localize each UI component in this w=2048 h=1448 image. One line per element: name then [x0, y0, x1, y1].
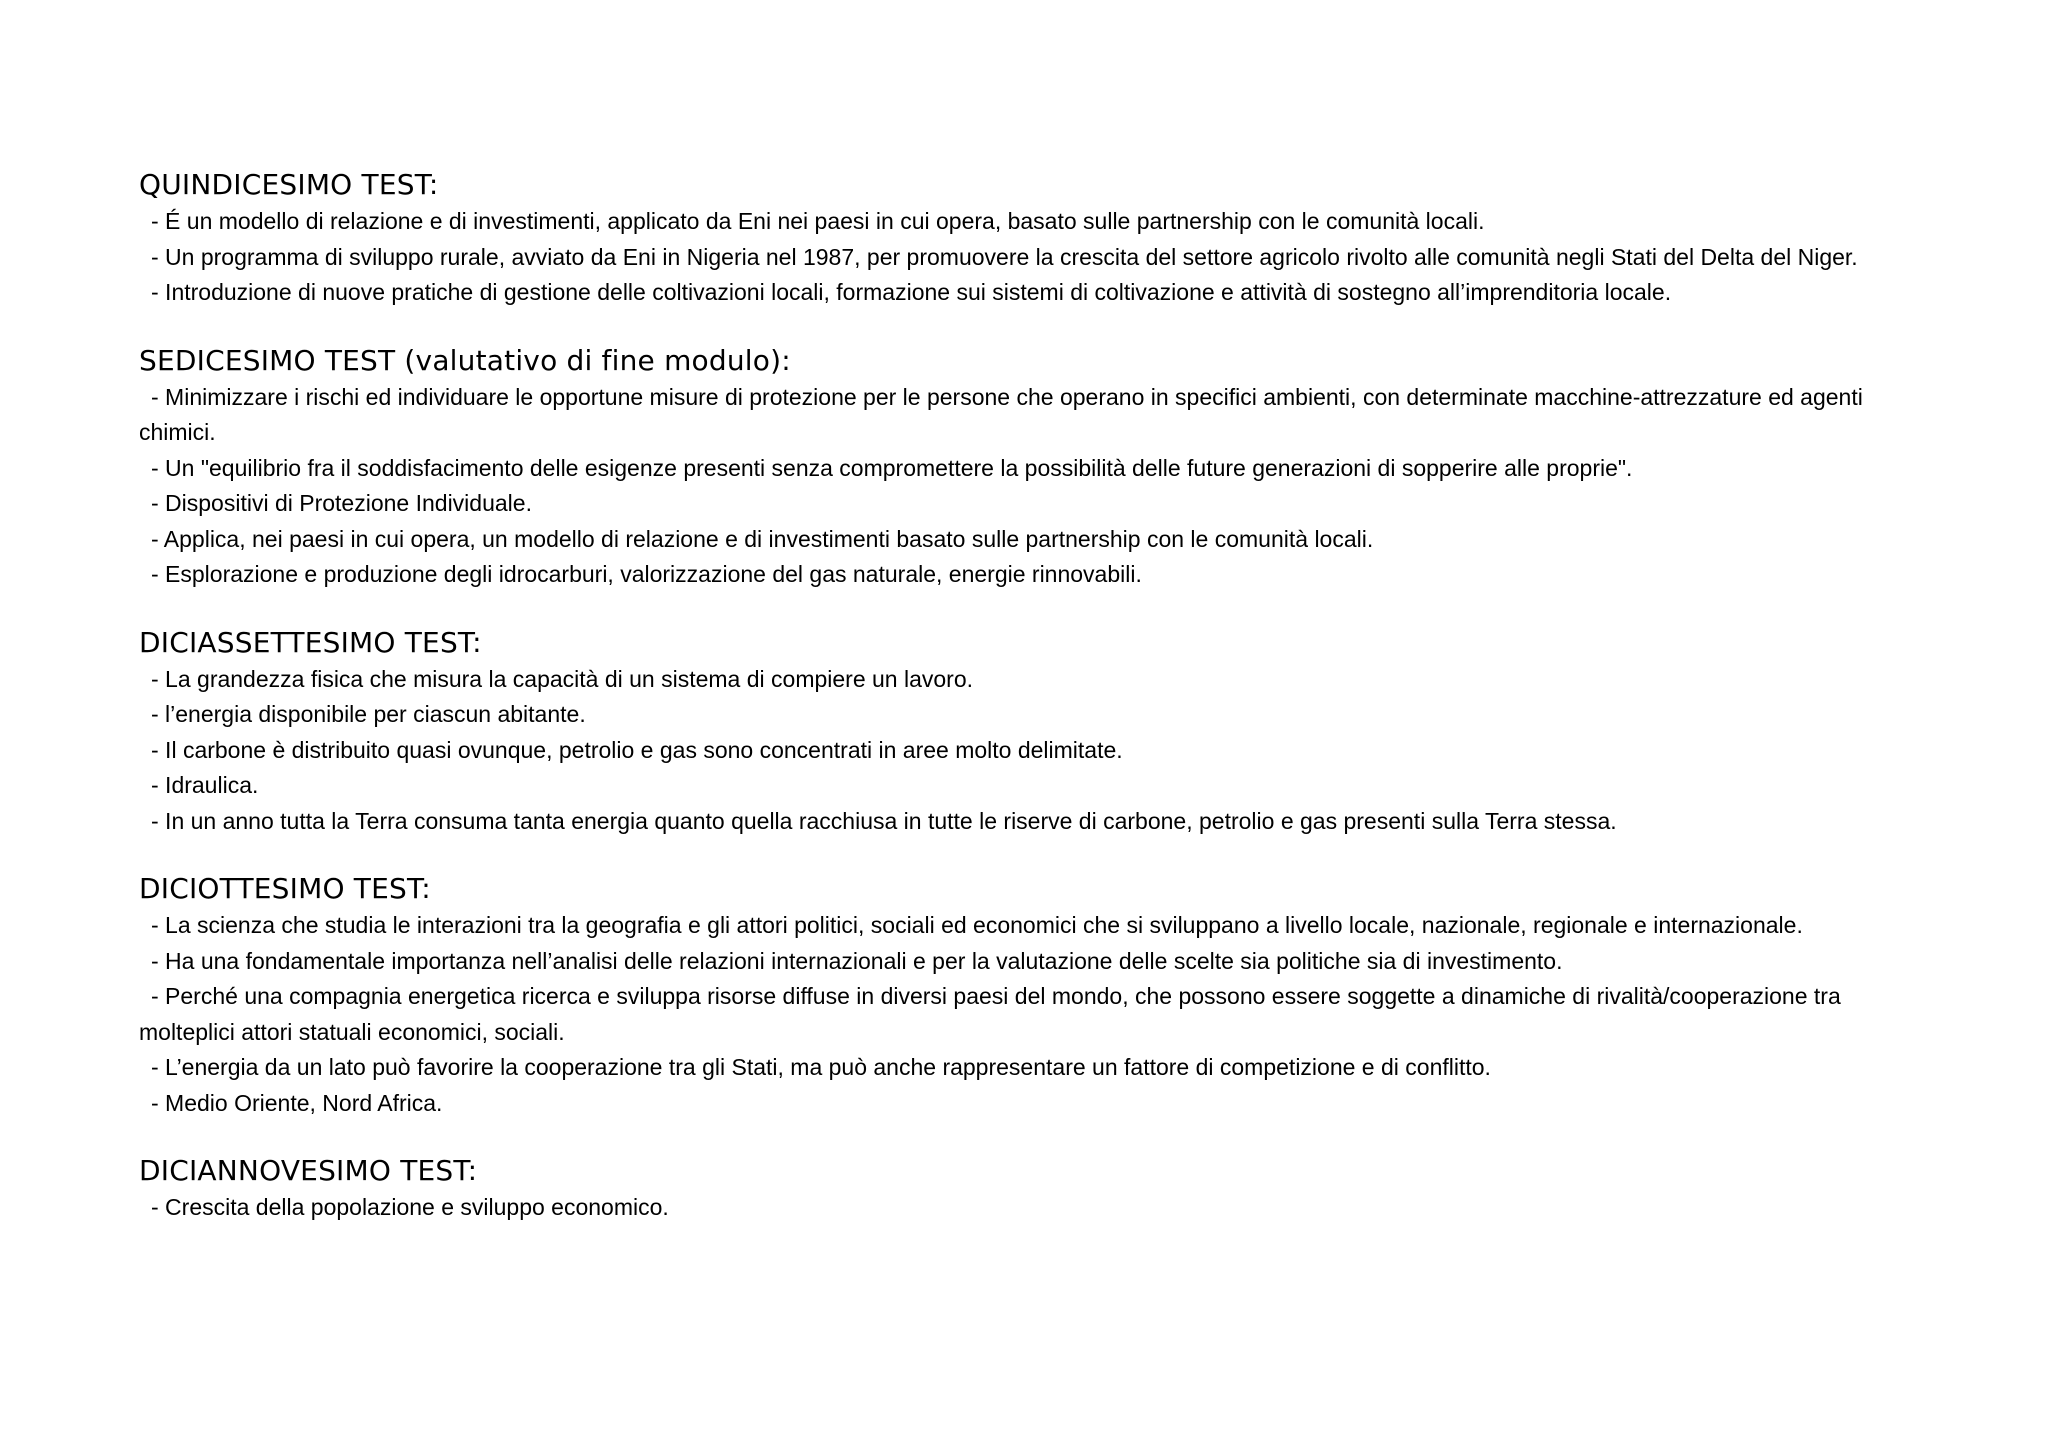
- answer-item: - Il carbone è distribuito quasi ovunque, petrolio e gas sono concentrati in aree molto delimitate.: [151, 736, 1123, 763]
- section-diciannovesimo: [139, 1152, 1919, 1226]
- answer-item: - Idraulica.: [151, 772, 259, 798]
- answer-item: - La grandezza fisica che misura la capacità di un sistema di compiere un lavoro.: [151, 665, 974, 692]
- section-heading: SEDICESIMO TEST (valutativo di fine modulo):: [139, 343, 791, 377]
- section-heading: DICIANNOVESIMO TEST:: [139, 1154, 478, 1187]
- answer-list: [139, 662, 1919, 840]
- answer-item: - Medio Oriente, Nord Africa.: [151, 1089, 443, 1116]
- answer-item: - Applica, nei paesi in cui opera, un modello di relazione e di investimenti basato sulle partnership con le comunità locali.: [151, 525, 1374, 552]
- answer-item: - l’energia disponibile per ciascun abitante.: [151, 701, 586, 727]
- answer-item: - In un anno tutta la Terra consuma tanta energia quanto quella racchiusa in tutte le riserve di carbone, petrolio e gas presenti sulla Terra stessa.: [151, 807, 1617, 834]
- document-page: [139, 166, 1919, 1257]
- answer-item: - La scienza che studia le interazioni tra la geografia e gli attori politici, sociali ed economici che si sviluppano a livello locale, nazionale, regionale e internazionale.: [151, 912, 1803, 938]
- answer-item: - Un programma di sviluppo rurale, avviato da Eni in Nigeria nel 1987, per promuovere la crescita del settore agricolo rivolto alle comunità negli Stati del Delta del Niger.: [151, 243, 1858, 270]
- answer-item: - Esplorazione e produzione degli idrocarburi, valorizzazione del gas naturale, energie rinnovabili.: [151, 561, 1142, 587]
- answer-item: - Perché una compagnia energetica ricerca e sviluppa risorse diffuse in diversi paesi del mondo, che possono essere soggette a dinamiche di rivalità/cooperazione tra molteplici attori statuali economici, sociali.: [139, 983, 1841, 1045]
- answer-item: - Minimizzare i rischi ed individuare le opportune misure di protezione per le persone che operano in specifici ambienti, con determinate macchine-attrezzature ed agenti chimici.: [139, 383, 1863, 445]
- answer-list: [139, 204, 1919, 311]
- answer-list: [139, 1190, 1919, 1226]
- section-heading: DICIOTTESIMO TEST:: [139, 872, 431, 905]
- section-quindicesimo: [139, 166, 1919, 311]
- answer-item: - Dispositivi di Protezione Individuale.: [151, 490, 532, 516]
- answer-list: [139, 380, 1919, 593]
- answer-item: - L’energia da un lato può favorire la cooperazione tra gli Stati, ma può anche rappresentare un fattore di competizione e di conflitto.: [151, 1054, 1491, 1080]
- answer-item: - É un modello di relazione e di investimenti, applicato da Eni nei paesi in cui opera, basato sulle partnership con le comunità locali.: [151, 208, 1485, 234]
- answer-list: [139, 908, 1919, 1121]
- section-diciassettesimo: [139, 624, 1919, 840]
- answer-item: - Un "equilibrio fra il soddisfacimento delle esigenze presenti senza compromettere la possibilità delle future generazioni di sopperire alle proprie".: [151, 454, 1633, 481]
- answer-item: - Crescita della popolazione e sviluppo economico.: [151, 1194, 669, 1220]
- answer-item: - Introduzione di nuove pratiche di gestione delle coltivazioni locali, formazione sui sistemi di coltivazione e attività di sostegno all’imprenditoria locale.: [151, 279, 1672, 305]
- section-sedicesimo: [139, 342, 1919, 593]
- section-heading: DICIASSETTESIMO TEST:: [139, 625, 482, 659]
- section-diciottesimo: [139, 870, 1919, 1121]
- section-heading: QUINDICESIMO TEST:: [139, 168, 439, 201]
- answer-item: - Ha una fondamentale importanza nell’analisi delle relazioni internazionali e per la valutazione delle scelte sia politiche sia di investimento.: [151, 947, 1563, 974]
